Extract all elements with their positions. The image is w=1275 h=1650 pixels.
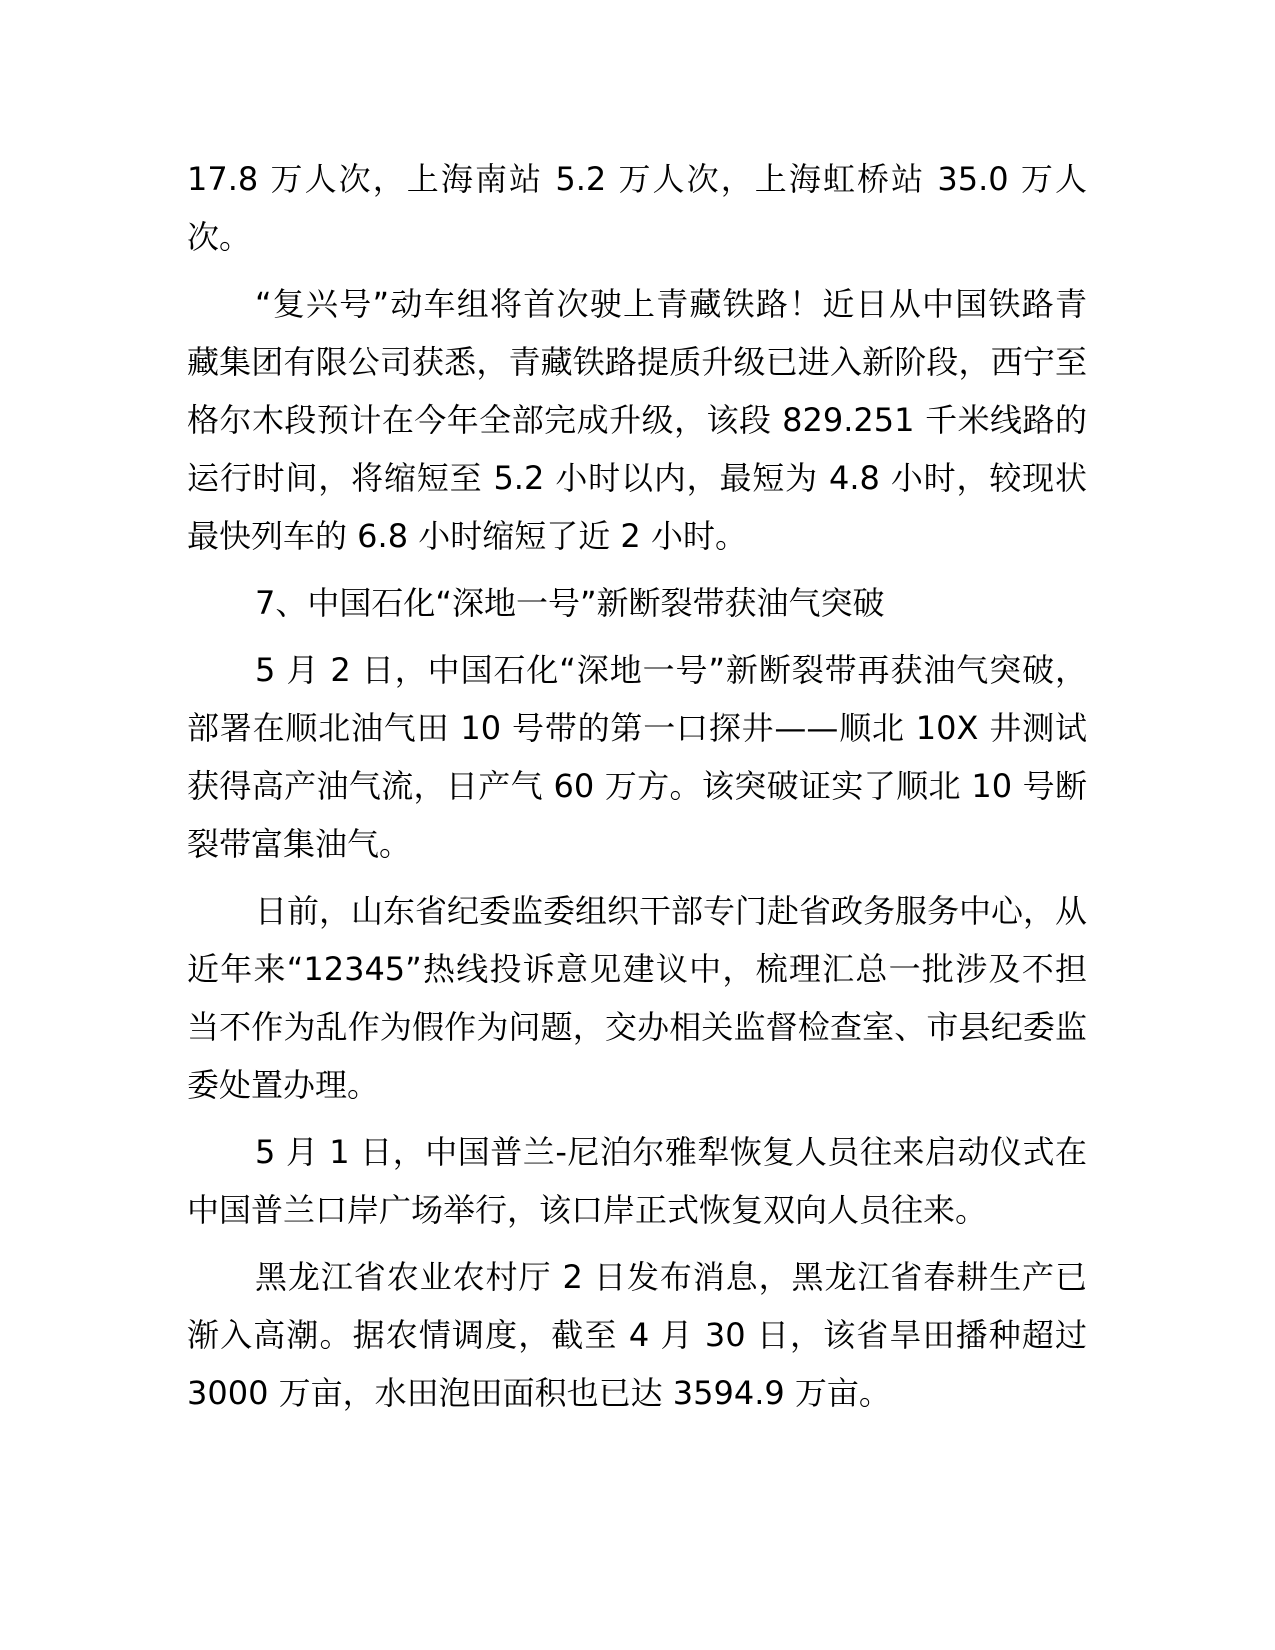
section-heading-sinopec: 7、中国石化“深地一号”新断裂带获油气突破 [255,584,885,622]
paragraph-heilongjiang: 黑龙江省农业农村厅 2 日发布消息，黑龙江省春耕生产已渐入高潮。据农情调度，截至 4 月 30 日，该省旱田播种超过 3000 万亩，水田泡田面积也已达 3594.9 万亩。 [187,1258,1087,1412]
paragraph-sinopec: 5 月 2 日，中国石化“深地一号”新断裂带再获油气突破，部署在顺北油气田 10 号带的第一口探井——顺北 10X 井测试获得高产油气流，日产气 60 万方。该突破证实了顺北 10 号断裂带富集油气。 [187,651,1087,863]
paragraph-shandong: 日前，山东省纪委监委组织干部专门赴省政务服务中心，从近年来“12345”热线投诉意见建议中，梳理汇总一批涉及不担当不作为乱作为假作为问题，交办相关监督检查室、市县纪委监委处置办理。 [187,892,1088,1104]
paragraph-pulan-port: 5 月 1 日，中国普兰-尼泊尔雅犁恢复人员往来启动仪式在中国普兰口岸广场举行，该口岸正式恢复双向人员往来。 [187,1133,1087,1229]
paragraph-continuation: 17.8 万人次，上海南站 5.2 万人次，上海虹桥站 35.0 万人次。 [187,160,1087,256]
paragraph-fuxing-train: “复兴号”动车组将首次驶上青藏铁路！近日从中国铁路青藏集团有限公司获悉，青藏铁路提质升级已进入新阶段，西宁至格尔木段预计在今年全部完成升级，该段 829.251 千米线路的运行时间，将缩短至 5.2 小时以内，最短为 4.8 小时，较现状最快列车的 6.8 小时缩短了近 2 小时。 [187,285,1087,555]
document-body [187,150,1087,1431]
